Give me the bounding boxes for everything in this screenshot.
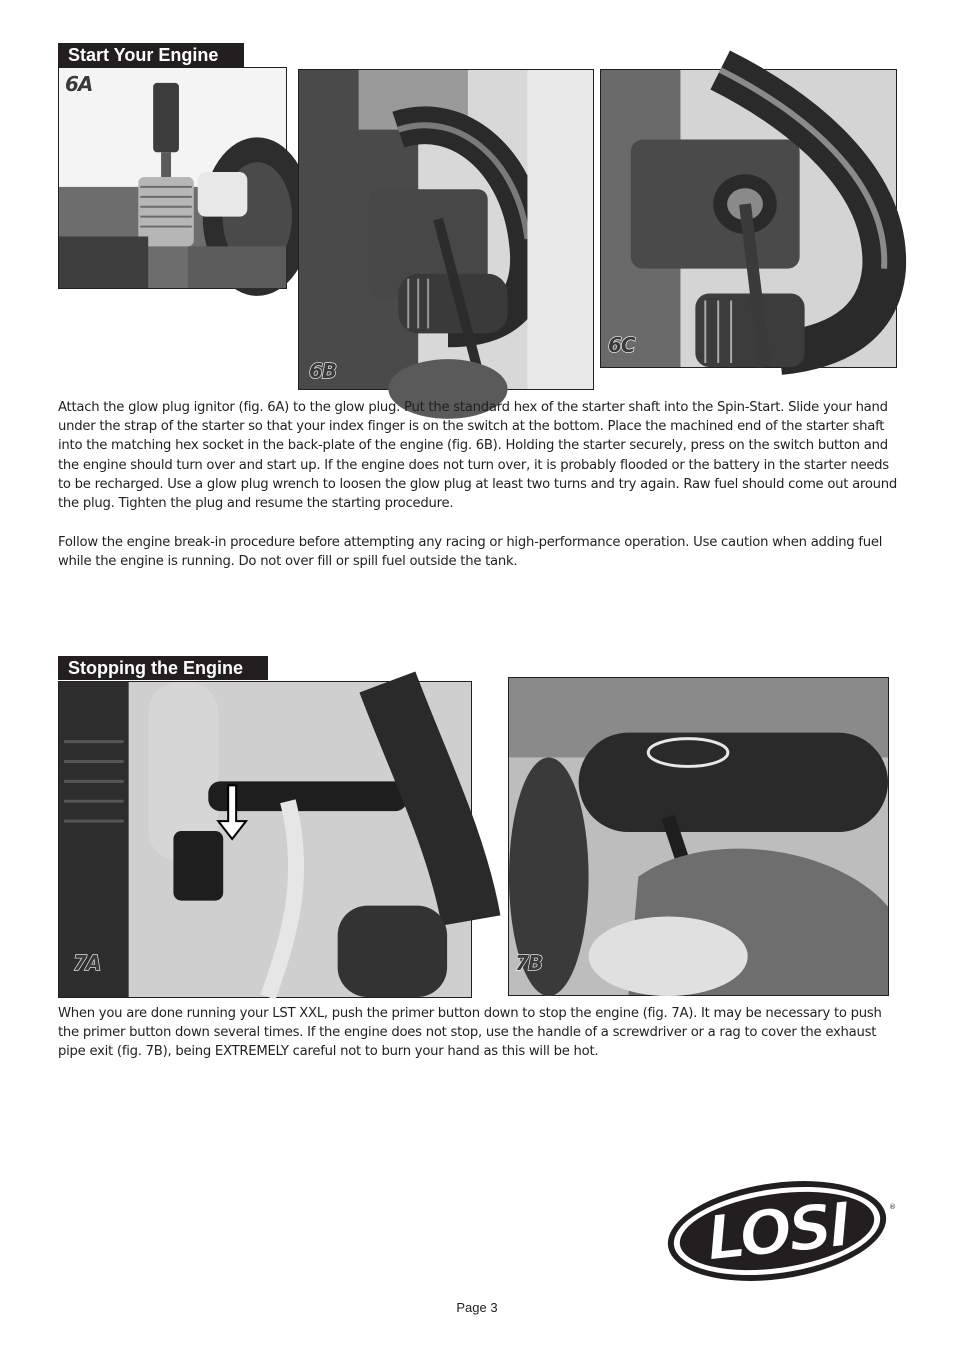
- figure-label-6b: 6B: [309, 359, 337, 383]
- photo-7a: [58, 681, 472, 998]
- photo-7b: [508, 677, 889, 996]
- photo-6a: [58, 67, 287, 289]
- photo-6b: [298, 69, 594, 390]
- svg-text:®: ®: [889, 1203, 896, 1211]
- section-heading-start: Start Your Engine: [58, 43, 244, 67]
- photo-6c: [600, 69, 897, 368]
- losi-logo: [665, 1175, 895, 1285]
- figure-label-6a: 6A: [65, 72, 93, 96]
- paragraph-start-1: Attach the glow plug ignitor (fig. 6A) to the glow plug. Put the standard hex of the starter shaft into the Spin-Start. Slide your hand under the strap of the starter so that your index finger is on the switch at the bottom. Place the machined end of the starter shaft into the matching hex socket in the back-plate of the engine (fig. 6B). Holding the starter securely, press on the switch button and the engine should turn over and start up. If the engine does not turn over, it is probably flooded or the battery in the starter needs to be recharged. Use a glow plug wrench to loosen the glow plug at least two turns and try again. Raw fuel should come out around the plug. Tighten the plug and resume the starting procedure.: [58, 400, 898, 512]
- page-number: Page 3: [456, 1300, 498, 1315]
- section-heading-stop: Stopping the Engine: [58, 656, 268, 680]
- paragraph-start-2: Follow the engine break-in procedure before attempting any racing or high-performance operation. Use caution when adding fuel while the engine is running. Do not over fill or spill fuel outside the tank.: [58, 535, 883, 570]
- svg-text:LOSI: LOSI: [702, 1187, 852, 1276]
- figure-label-6c: 6C: [608, 333, 635, 357]
- figure-label-7b: 7B: [515, 951, 543, 975]
- paragraph-stop-1: When you are done running your LST XXL, push the primer button down to stop the engine (fig. 7A). It may be necessary to push the primer button down several times. If the engine does not stop, use the handle of a screwdriver or a rag to cover the exhaust pipe exit (fig. 7B), being EXTREMELY careful not to burn your hand as this will be hot.: [58, 1006, 882, 1060]
- figure-label-7a: 7A: [73, 951, 101, 975]
